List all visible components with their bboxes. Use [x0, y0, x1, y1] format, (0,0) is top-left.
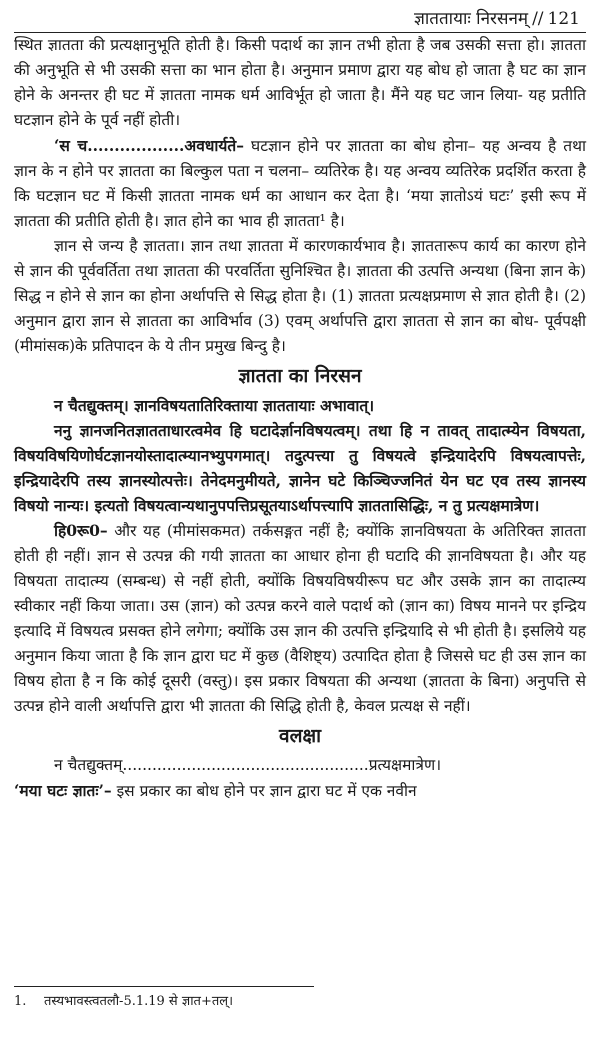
footnote-number: 1.: [14, 994, 27, 1009]
commentary-line-2: [14, 778, 586, 804]
paragraph-2-quote: ‘स च..................अवधार्यते–: [54, 136, 244, 155]
sanskrit-text-2: ननु ज्ञानजनितज्ञातताधारत्वमेव हि घटादेर्ज्ञानविषयत्वम्। तथा हि न तावत् तादात्म्येन विषयता, विषयविषयिणोर्घटज्ञानयोस्तादात्म्यानभ्युपगमात्। तदुत्पत्त्या तु विषयत्वे इन्द्रियादेरपि विषयत्वापत्तेः, इन्द्रियादेरपि तस्य ज्ञानस्योत्पत्तेः। तेनेदमनुमीयते, ज्ञानेन घटे किञ्चिज्जनितं येन घट एव तस्य ज्ञानस्य विषयो नान्यः। इत्यतो विषयत्वान्यथानुपपत्तिप्रसूतयाऽर्थापत्त्यापि ज्ञाततासिद्धिः, न तु प्रत्यक्षमात्रेण।: [14, 421, 586, 515]
section-heading-2: वलक्षा: [279, 725, 321, 747]
paragraph-1: स्थित ज्ञातता की प्रत्यक्षानुभूति होती है। किसी पदार्थ का ज्ञान तभी होता है जब उसकी सत्ता हो। ज्ञातता की अनुभूति से भी उसकी सत्ता का भान होता है। अनुमान प्रमाण द्वारा यह बोध हो जाता है घट का ज्ञान होने के अनन्तर ही घट में ज्ञातता नामक धर्म आविर्भूत हो जाता है। मैंने यह घट जान लिया- यह प्रतीति घटज्ञान होने के पूर्व नहीं होती।: [14, 36, 586, 129]
running-header: [14, 6, 586, 33]
paragraph-2: [14, 133, 586, 234]
hindi-translation: [14, 518, 586, 719]
commentary-quote: ‘मया घटः ज्ञातः’–: [14, 781, 112, 800]
running-title: ज्ञाततायाः निरसनम्: [414, 9, 529, 29]
commentary-line-1: न चैतद्युक्तम्..................................................प्रत्यक्षमात्रेण।: [54, 756, 442, 774]
sanskrit-text-1: न चैतद्युक्तम्। ज्ञानविषयतातिरिक्ताया ज्ञाततायाः अभावात्।: [54, 396, 375, 415]
translation-label: हि0रू0–: [54, 521, 108, 540]
section-heading-1: ज्ञातता का निरसन: [238, 365, 362, 387]
paragraph-2-text: घटज्ञान होने पर ज्ञातता का बोध होना– यह अन्वय है तथा ज्ञान के न होने पर ज्ञातता का बिल्कुल पता न चलना– व्यतिरेक है। यह अन्वय व्यतिरेक प्रदर्शित करता है कि घटज्ञान घट में किसी ज्ञातता नामक धर्म का आधान कर देता है। ‘मया ज्ञातोऽयं घटः’ इसी रूप में ज्ञातता की प्रतीति होती है। ज्ञात होने का भाव ही ज्ञातता¹ है।: [14, 137, 586, 230]
footnote: [14, 992, 233, 1012]
commentary-text: इस प्रकार का बोध होने पर ज्ञान द्वारा घट में एक नवीन: [111, 782, 417, 800]
footnote-divider: [14, 986, 314, 987]
footnote-text: तस्यभावस्त्वतलौ-5.1.19 से ज्ञात+तल्।: [44, 994, 234, 1009]
paragraph-3: ज्ञान से जन्य है ज्ञातता। ज्ञान तथा ज्ञातता में कारणकार्यभाव है। ज्ञाततारूप कार्य का कारण होने से ज्ञान की पूर्ववर्तिता तथा ज्ञातता की परवर्तिता सुनिश्चित है। ज्ञातता की उत्पत्ति अन्यथा (बिना ज्ञान के) सिद्ध न होने से ज्ञान का होना अर्थापत्ति से सिद्ध होता है। (1) ज्ञातता प्रत्यक्षप्रमाण से ज्ञात होती है। (2) अनुमान द्वारा ज्ञान से ज्ञातता का आविर्भाव (3) एवम् अर्थापत्ति द्वारा ज्ञातता से ज्ञान का बोध- पूर्वपक्षी (मीमांसक)के प्रतिपादन के ये तीन प्रमुख बिन्दु है।: [14, 237, 586, 355]
translation-text: और यह (मीमांसकमत) तर्कसङ्गत नहीं है; क्योंकि ज्ञानविषयता के अतिरिक्त ज्ञातता होती ही नहीं। ज्ञान से उत्पन्न की गयी ज्ञातता का आधार होना ही घटादि की ज्ञानविषयता है। और यह विषयता तादात्म्य (सम्बन्ध) से नहीं होती, क्योंकि विषयविषयीरूप घट और उसके ज्ञान का तादात्म्य स्वीकार नहीं किया जाता। उस (ज्ञान) को उत्पन्न करने वाले पदार्थ को (ज्ञान का) विषय मानने पर इन्द्रिय इत्यादि में विषयत्व प्रसक्त होने लगेगा; क्योंकि उस ज्ञान की उत्पत्ति इन्द्रियादि से भी होती है। इसलिये यह अनुमान किया जाता है कि ज्ञान द्वारा घट में कुछ (वैशिष्ट्य) उत्पादित होता है जिससे घट ही उस ज्ञान का विषय होता है न कि कोई दूसरी (वस्तु)। इस प्रकार विषयता की अन्यथा (ज्ञातता के बिना) अनुपत्ति से उत्पन्न होने वाली अर्थापत्ति द्वारा भी ज्ञातता की सिद्धि होती है, केवल प्रत्यक्ष से नहीं।: [14, 522, 586, 715]
header-separator: //: [532, 9, 544, 29]
page-number: 121: [547, 9, 580, 29]
